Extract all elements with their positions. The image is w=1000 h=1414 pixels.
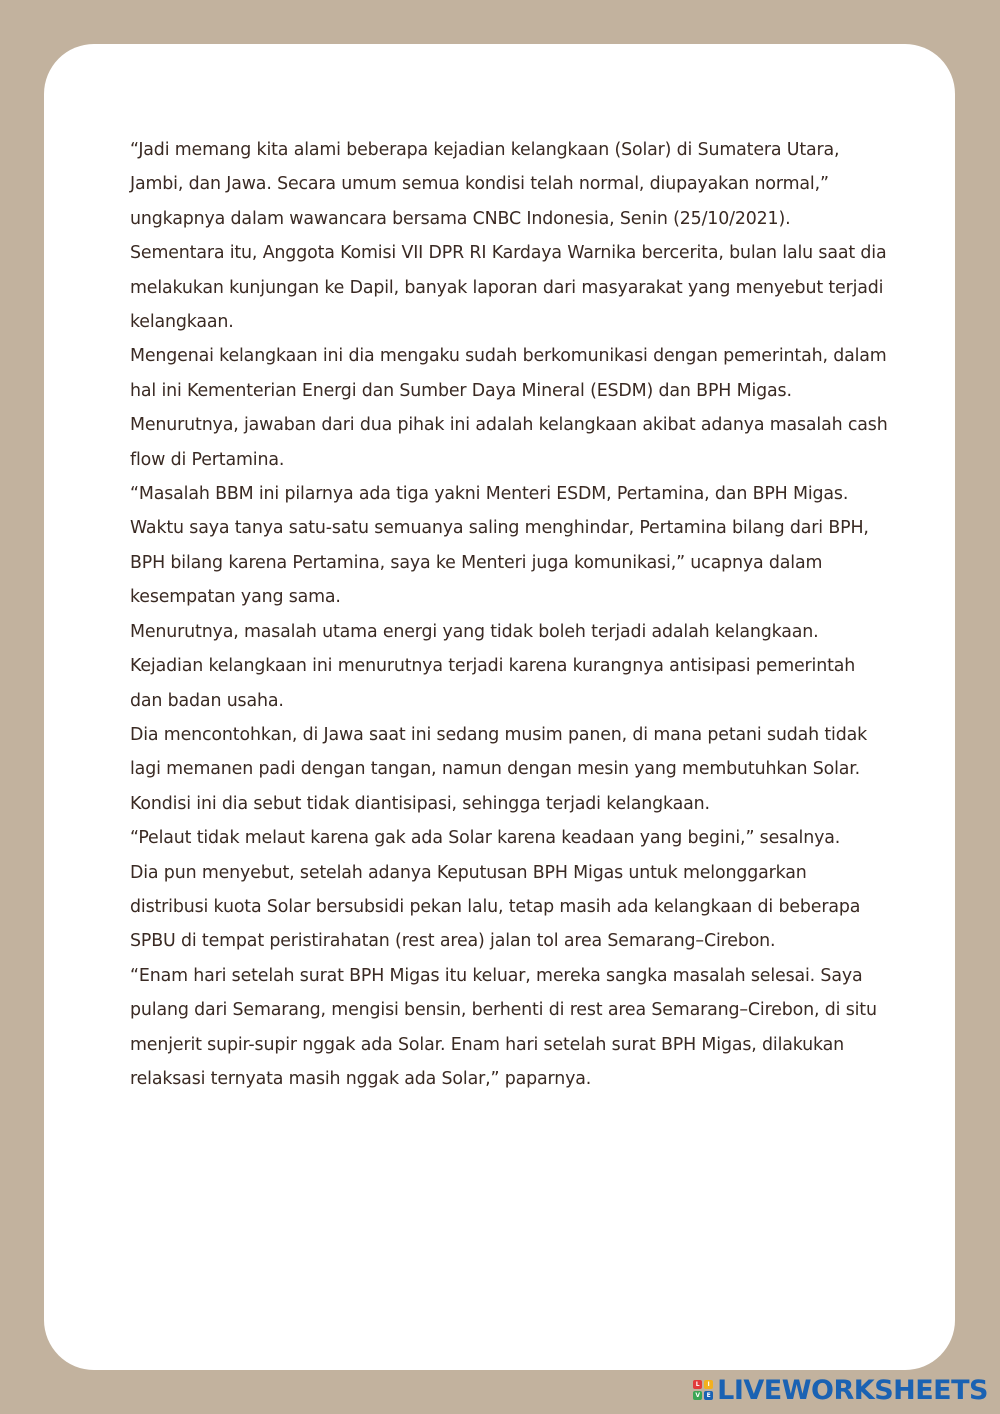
logo-tile: L <box>693 1380 702 1389</box>
article-paragraph: “Jadi memang kita alami beberapa kejadian kelangkaan (Solar) di Sumatera Utara, Jambi, dan Jawa. Secara umum semua kondisi telah normal, diupayakan normal,” ungkapnya dalam wawancara bersama CNBC Indonesia, Senin (25/10/2021). <box>130 140 840 229</box>
article-paragraph: Sementara itu, Anggota Komisi VII DPR RI Kardaya Warnika bercerita, bulan lalu saat dia melakukan kunjungan ke Dapil, banyak laporan dari masyarakat yang menyebut terjadi kelangkaan. <box>130 243 887 333</box>
liveworksheets-logo-icon <box>693 1380 713 1400</box>
article-paragraph: “Pelaut tidak melaut karena gak ada Solar karena keadaan yang begini,” sesalnya. <box>130 828 841 849</box>
article-paragraph: “Enam hari setelah surat BPH Migas itu keluar, mereka sangka masalah selesai. Saya pulang dari Semarang, mengisi bensin, berhenti di rest area Semarang–Cirebon, di situ menjerit supir-supir nggak ada Solar. Enam hari setelah surat BPH Migas, dilakukan relaksasi ternyata masih nggak ada Solar,” paparnya. <box>130 965 877 1089</box>
article-body <box>130 133 890 1096</box>
article-paragraph: Dia mencontohkan, di Jawa saat ini sedang musim panen, di mana petani sudah tidak lagi memanen padi dengan tangan, namun dengan mesin yang membutuhkan Solar. Kondisi ini dia sebut tidak diantisipasi, sehingga terjadi kelangkaan. <box>130 724 868 814</box>
logo-tile: I <box>704 1380 713 1389</box>
brand-name: LIVEWORKSHEETS <box>717 1374 988 1406</box>
article-paragraph: Mengenai kelangkaan ini dia mengaku sudah berkomunikasi dengan pemerintah, dalam hal ini Kementerian Energi dan Sumber Daya Mineral (ESDM) dan BPH Migas. Menurutnya, jawaban dari dua pihak ini adalah kelangkaan akibat adanya masalah cash flow di Pertamina. <box>130 346 888 470</box>
logo-tile: E <box>704 1391 713 1400</box>
logo-tile: V <box>693 1391 702 1400</box>
article-paragraph: “Masalah BBM ini pilarnya ada tiga yakni Menteri ESDM, Pertamina, dan BPH Migas. Waktu saya tanya satu-satu semuanya saling menghindar, Pertamina bilang dari BPH, BPH bilang karena Pertamina, saya ke Menteri juga komunikasi,” ucapnya dalam kesempatan yang sama. <box>130 484 869 608</box>
article-paragraph: Dia pun menyebut, setelah adanya Keputusan BPH Migas untuk melonggarkan distribusi kuota Solar bersubsidi pekan lalu, tetap masih ada kelangkaan di beberapa SPBU di tempat peristirahatan (rest area) jalan tol area Semarang–Cirebon. <box>130 862 861 952</box>
liveworksheets-brand[interactable] <box>693 1373 988 1407</box>
article-paragraph: Menurutnya, masalah utama energi yang tidak boleh terjadi adalah kelangkaan. Kejadian kelangkaan ini menurutnya terjadi karena kurangnya antisipasi pemerintah dan badan usaha. <box>130 621 856 711</box>
